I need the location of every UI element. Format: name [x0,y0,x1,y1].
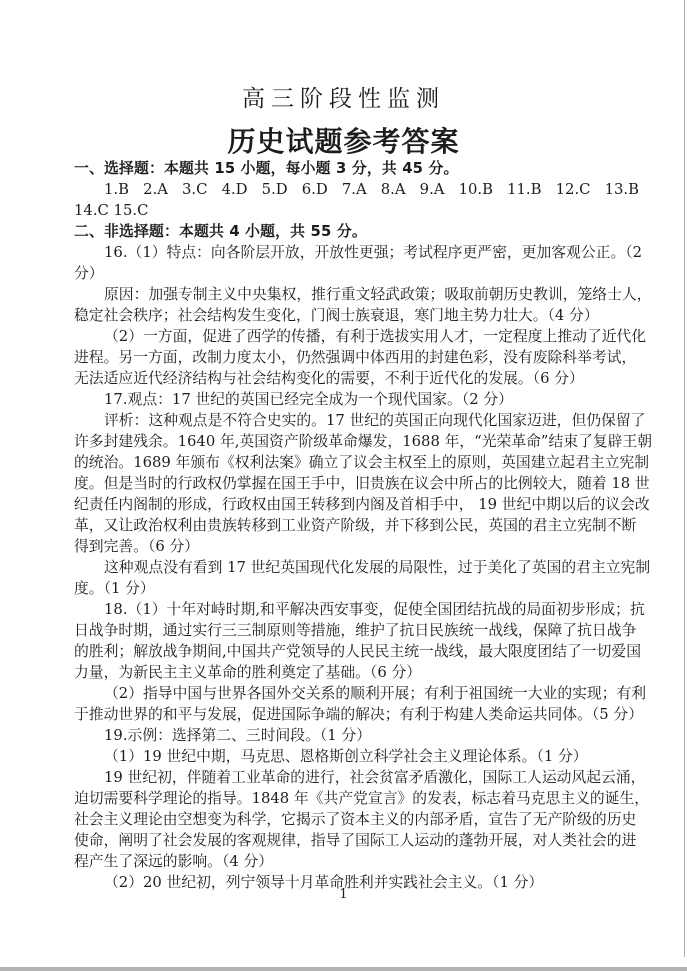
document-body [74,158,653,893]
text-line: 无法适应近代经济结构与社会结构变化的需要，不利于近代化的发展。（6 分） [74,370,584,387]
text-line: 原因：加强专制主义中央集权，推行重文轻武政策；吸取前朝历史教训，笼络士人， [104,286,652,303]
text-line: 程产生了深远的影响。（4 分） [74,853,274,870]
text-line: 14.C 15.C [74,202,149,219]
text-line: 得到完善。（6 分） [74,538,200,555]
text-line: 的统治。1689 年颁布《权利法案》确立了议会主权至上的原则，英国建立起君主立宪制 [74,454,650,471]
text-line: 纪责任内阁制的形成，行政权由国王转移到内阁及首相手中， 19 世纪中期以后的议会改 [74,496,650,513]
text-line: 评析：这种观点是不符合史实的。17 世纪的英国正向现代化国家迈进，但仍保留了 [104,412,646,429]
exam-title: 高三阶段性监测 [242,86,445,112]
text-line: 19 世纪初，伴随着工业革命的进行，社会贫富矛盾激化，国际工人运动风起云涌， [104,769,646,786]
text-line: 度。但是当时的行政权仍掌握在国王手中，旧贵族在议会中所占的比例较大，随着 18 世 [74,475,650,492]
text-line: 分） [74,265,104,282]
page-number: 1 [339,887,348,902]
text-line: 这种观点没有看到 17 世纪英国现代化发展的局限性，过于美化了英国的君主立宪制 [104,559,651,576]
title-block [0,80,687,160]
page-right-edge [684,0,685,957]
section-heading-2: 二、非选择题：本题共 4 小题，共 55 分。 [74,223,367,240]
text-line: 许多封建残余。1640 年,英国资产阶级革命爆发，1688 年，“光荣革命”结束了复辟王朝 [74,433,653,450]
text-line: 进程。另一方面，改制力度太小，仍然强调中体西用的封建色彩，没有废除科举考试， [74,349,637,366]
text-line: 的胜利；解放战争期间,中国共产党领导的人民民主统一战线，最大限度团结了一切爱国 [74,643,641,660]
section-heading-1: 一、选择题：本题共 15 小题，每小题 3 分，共 45 分。 [74,160,459,177]
text-line: （1）19 世纪中期，马克思、恩格斯创立科学社会主义理论体系。（1 分） [104,748,588,765]
text-line: 革，又让政治权利由贵族转移到工业资产阶级，并下移到公民，英国的君主立宪制不断 [74,517,637,534]
text-line: （2）指导中国与世界各国外交关系的顺利开展；有利于祖国统一大业的实现；有利 [104,685,647,702]
text-line: 迫切需要科学理论的指导。1848 年《共产党宣言》的发表，标志着马克思主义的诞生， [74,790,650,807]
page-bottom-edge [0,967,687,971]
text-line: 度。（1 分） [74,580,155,597]
text-line: 日战争时期，通过实行三三制原则等措施，维护了抗日民族统一战线，保障了抗日战争 [74,622,637,639]
text-line: 17.观点：17 世纪的英国已经完全成为一个现代国家。（2 分） [104,391,513,408]
text-line: 使命，阐明了社会发展的客观规律，指导了国际工人运动的蓬勃开展，对人类社会的进 [74,832,637,849]
text-line: 16.（1）特点：向各阶层开放，开放性更强；考试程序更严密，更加客观公正。（2 [104,244,643,261]
text-line: （2）20 世纪初，列宁领导十月革命胜利并实践社会主义。（1 分） [104,874,544,891]
text-line: 18.（1）十年对峙时期,和平解决西安事变，促使全国团结抗战的局面初步形成；抗 [104,601,645,618]
text-line: 稳定社会秩序；社会结构发生变化，门阀士族衰退，寒门地主势力壮大。（4 分） [74,307,599,324]
text-line: 于推动世界的和平与发展，促进国际争端的解决；有利于构建人类命运共同体。（5 分） [74,706,644,723]
text-line: （2）一方面，促进了西学的传播，有利于选拔实用人才，一定程度上推动了近代化 [104,328,647,345]
text-line: 力量，为新民主主义革命的胜利奠定了基础。（6 分） [74,664,422,681]
text-line: 19.示例：选择第二、三时间段。（1 分） [104,727,372,744]
text-line: 1.B 2.A 3.C 4.D 5.D 6.D 7.A 8.A 9.A 10.B 11.B 12.C 13.B [104,181,639,198]
text-line: 社会主义理论由空想变为科学，它揭示了资本主义的内部矛盾，宣告了无产阶级的历史 [74,811,637,828]
answer-key-title: 历史试题参考答案 [227,125,460,158]
